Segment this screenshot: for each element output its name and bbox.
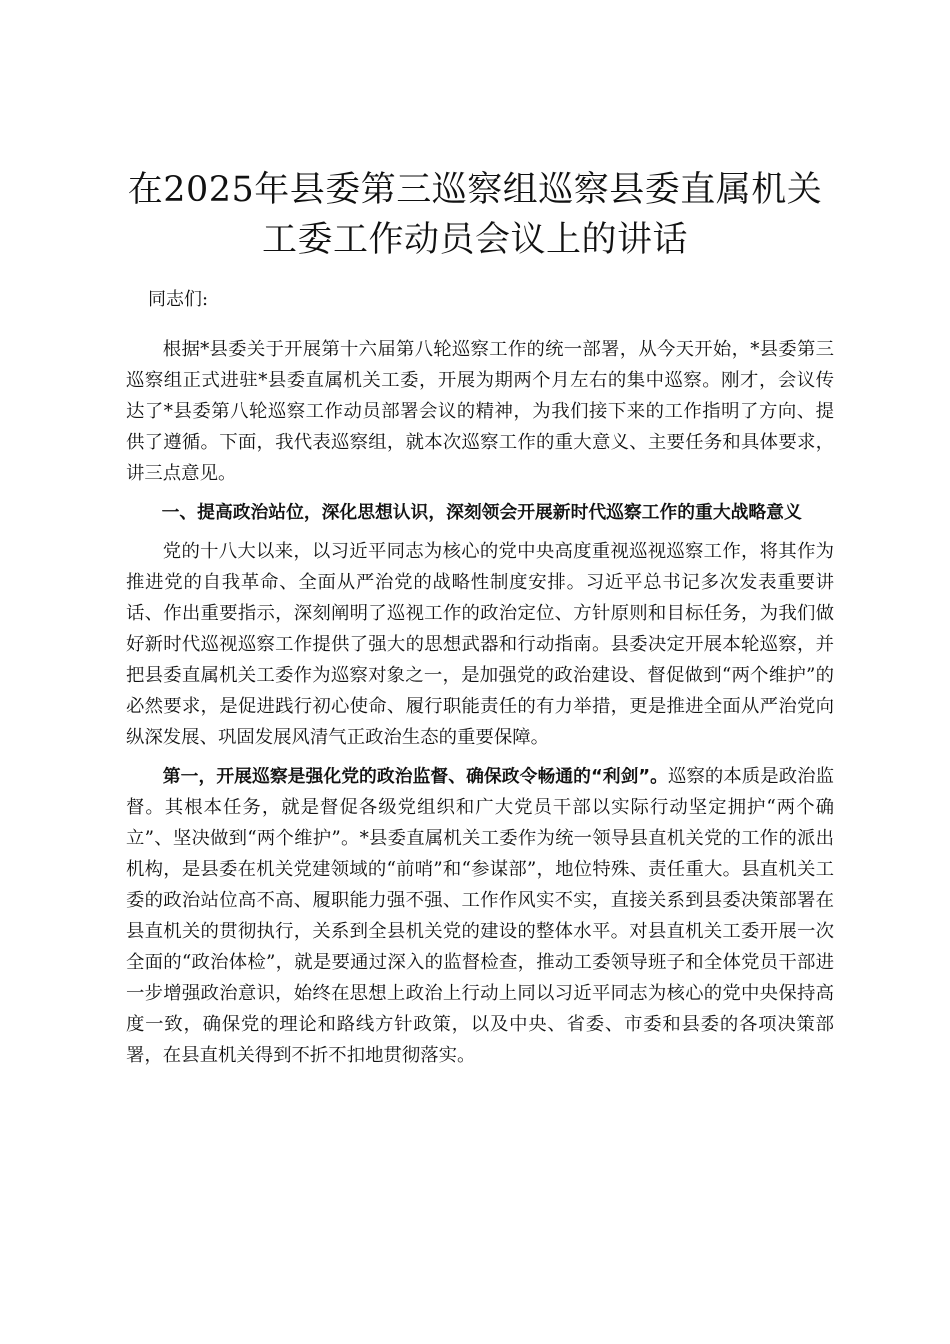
paragraph-significance: 党的十八大以来，以习近平同志为核心的党中央高度重视巡视巡察工作，将其作为推进党的自我革命、全面从严治党的战略性制度安排。习近平总书记多次发表重要讲话、作出重要指示，深刻阐明了巡视工作的政治定位、方针原则和目标任务，为我们做好新时代巡视巡察工作提供了强大的思想武器和行动指南。县委决定开展本轮巡察，并把县委直属机关工委作为巡察对象之一，是加强党的政治建设、督促做到“两个维护”的必然要求，是促进践行初心使命、履行职能责任的有力举措，更是推进全面从严治党向纵深发展、巩固发展风清气正政治生态的重要保障。: [126, 541, 834, 748]
document-body: [126, 334, 834, 1079]
section-heading-1: 一、提高政治站位，深化思想认识，深刻领会开展新时代巡察工作的重大战略意义: [161, 502, 802, 523]
paragraph-point-one: [126, 761, 834, 1071]
point-one-lead: 第一，开展巡察是强化党的政治监督、确保政令畅通的“利剑”。: [162, 766, 668, 787]
title-line-2: 工委工作动员会议上的讲话: [261, 220, 688, 260]
document-title: [120, 165, 830, 265]
title-line-1: 在2025年县委第三巡察组巡察县委直属机关: [127, 170, 823, 210]
paragraph-intro: 根据*县委关于开展第十六届第八轮巡察工作的统一部署，从今天开始，*县委第三巡察组正式进驻*县委直属机关工委，开展为期两个月左右的集中巡察。刚才，会议传达了*县委第八轮巡察工作动员部署会议的精神，为我们接下来的工作指明了方向、提供了遵循。下面，我代表巡察组，就本次巡察工作的重大意义、主要任务和具体要求，讲三点意见。: [126, 339, 834, 484]
salutation: 同志们:: [148, 289, 209, 310]
point-one-text: 巡察的本质是政治监督。其根本任务，就是督促各级党组织和广大党员干部以实际行动坚定拥护“两个确立”、坚决做到“两个维护”。*县委直属机关工委作为统一领导县直机关党的工作的派出机构，是县委在机关党建领域的“前哨”和“参谋部”，地位特殊、责任重大。县直机关工委的政治站位高不高、履职能力强不强、工作作风实不实，直接关系到县委决策部署在县直机关的贯彻执行，关系到全县机关党的建设的整体水平。对县直机关工委开展一次全面的“政治体检”，就是要通过深入的监督检查，推动工委领导班子和全体党员干部进一步增强政治意识，始终在思想上政治上行动上同以习近平同志为核心的党中央保持高度一致，确保党的理论和路线方针政策，以及中央、省委、市委和县委的各项决策部署，在县直机关得到不折不扣地贯彻落实。: [126, 766, 834, 1066]
